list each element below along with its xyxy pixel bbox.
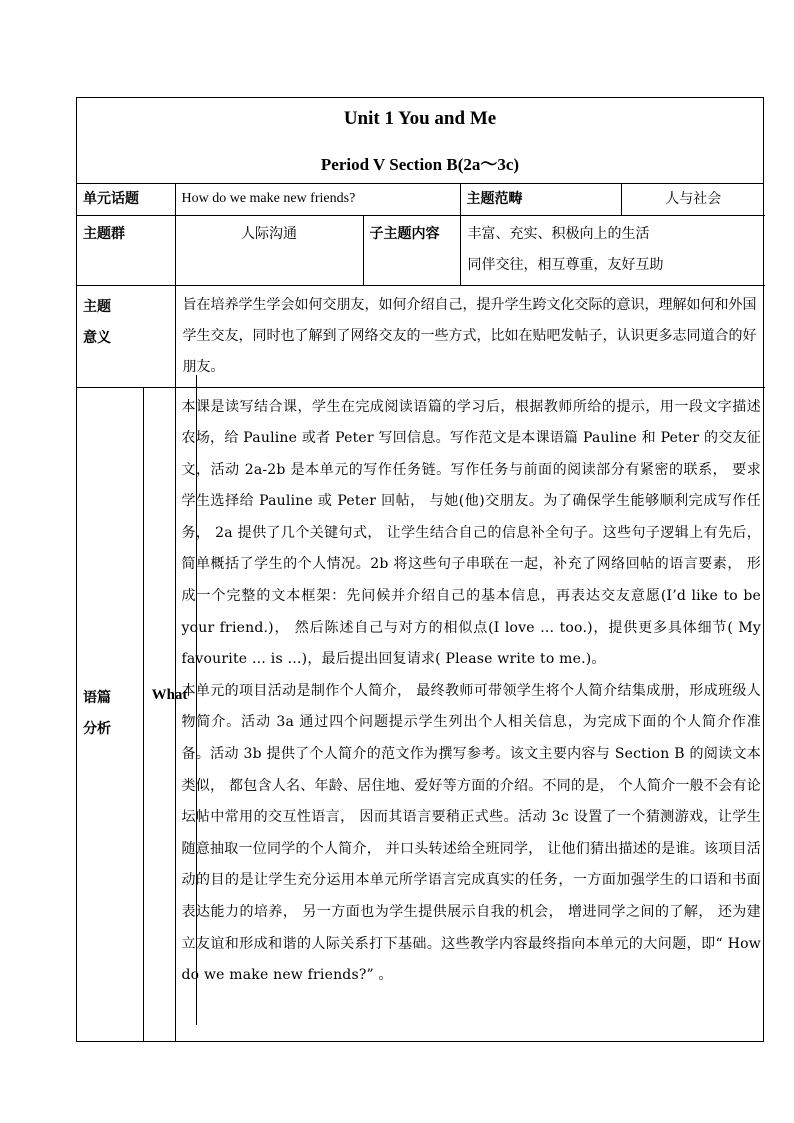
what-content-cell [175, 387, 765, 1041]
theme-group-row [77, 215, 765, 285]
discourse-analysis-label-line: 语篇 [83, 690, 111, 707]
what-paragraph: 本单元的项目活动是制作个人简介， 最终教师可带领学生将个人简介结集成册，形成班级人物简介。活动 3a 通过四个问题提示学生列出个人相关信息，为完成下面的个人简介作准备。活动 3b 提供了个人简介的范文作为撰写参考。该文主要内容与 Section B 的阅读文本类似， 都包含人名、年龄、居住地、爱好等方面的介绍。不同的是， 个人简介一般不会有论坛帖中常用的交互性语言， 因而其语言要稍正式些。活动 3c 设置了一个猜测游戏，让学生随意抽取一位同学的个人简介， 并口头转述给全班同学， 让他们猜出描述的是谁。该项目活动的目的是让学生充分运用本单元所学语言完成真实的任务，一方面加强学生的口语和书面表达能力的培养， 另一方面也为学生提供展示自我的机会， 增进同学之间的了解， 还为建立友谊和形成和谐的人际关系打下基础。这些教学内容最终指向本单元的大问题，即“ How do we make new friends?” 。 [181, 682, 761, 984]
topic-row [77, 184, 765, 215]
discourse-analysis-label-line: 分析 [83, 721, 111, 738]
sub-theme-content [460, 215, 765, 285]
theme-meaning-label-line: 意义 [83, 329, 111, 346]
theme-meaning-text: 旨在培养学生学会如何交朋友，如何介绍自己，提升学生跨文化交际的意识，理解如何和外国学生交友，同时也了解到了网络交友的一些方式，比如在贴吧发帖子，认识更多志同道合的好朋友。 [182, 296, 757, 375]
what-divider [196, 375, 197, 1025]
theme-meaning-label-line: 主题 [83, 298, 111, 315]
title-block [77, 98, 763, 184]
discourse-analysis-row [77, 387, 765, 1041]
unit-topic-label: 单元话题 [77, 184, 175, 215]
theme-meaning-label [77, 285, 175, 387]
theme-meaning-text-cell [175, 285, 765, 387]
theme-meaning-row [77, 285, 765, 387]
what-content [176, 388, 766, 992]
theme-category-label: 主题范畴 [460, 184, 621, 215]
sub-theme-label: 子主题内容 [363, 215, 460, 285]
what-paragraph: 本课是读写结合课，学生在完成阅读语篇的学习后，根据教师所给的提示，用一段文字描述农场，给 Pauline 或者 Peter 写回信息。写作范文是本课语篇 Pauline 和 Peter 的交友征文，活动 2a-2b 是本单元的写作任务链。写作任务与前面的阅读部分有紧密的联系， 要求学生选择给 Pauline 或 Peter 回帖， 与她(他)交朋友。为了确保学生能够顺利完成写作任务， 2a 提供了几个关键句式， 让学生结合自己的信息补全句子。这些句子逻辑上有先后， 简单概括了学生的个人情况。2b 将这些句子串联在一起，补充了网络回帖的语言要素， 形成一个完整的文本框架：先问候并介绍自己的基本信息，再表达交友意愿(I’d like to be your friend.)， 然后陈述自己与对方的相似点(I love … too.)，提供更多具体细节( My favourite … is …)，最后提出回复请求( Please write to me.)。 [181, 398, 761, 668]
what-label-cell [143, 387, 175, 1041]
theme-group-label: 主题群 [77, 215, 175, 285]
theme-category-value: 人与社会 [621, 184, 765, 215]
sub-theme-line: 丰富、充实、积极向上的生活 [467, 225, 650, 242]
lesson-plan-document [76, 97, 764, 1042]
period-title: Period V Section B(2a～3c) [320, 155, 520, 174]
theme-group-value: 人际沟通 [175, 215, 363, 285]
unit-topic-value: How do we make new friends? [175, 184, 460, 215]
sub-theme-line: 同伴交往，相互尊重，友好互助 [467, 256, 664, 273]
unit-title: Unit 1 You and Me [343, 108, 497, 129]
what-label: What [151, 687, 188, 703]
discourse-analysis-label [77, 387, 143, 1041]
lesson-table [77, 184, 765, 1041]
